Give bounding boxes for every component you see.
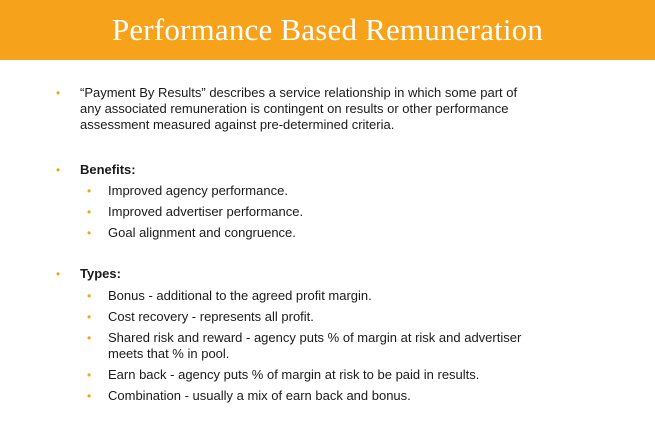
bullet-icon: •	[87, 368, 92, 382]
types-heading: Types:	[80, 266, 121, 281]
bullet-icon: •	[87, 389, 92, 403]
bullet-icon: •	[56, 163, 61, 177]
type-item: Bonus - additional to the agreed profit margin.	[108, 288, 372, 303]
benefit-item: Goal alignment and congruence.	[108, 225, 296, 240]
benefits-heading: Benefits:	[80, 162, 136, 177]
intro-line-2: any associated remuneration is contingent on results or other performance	[80, 101, 509, 116]
intro-line-1: “Payment By Results” describes a service relationship in which some part of	[80, 85, 518, 100]
bullet-icon: •	[87, 331, 92, 345]
bullet-icon: •	[87, 184, 92, 198]
intro-line-3: assessment measured against pre-determined criteria.	[80, 117, 395, 132]
type-item: Combination - usually a mix of earn back and bonus.	[108, 388, 411, 403]
type-item-continuation: meets that % in pool.	[108, 346, 230, 361]
title-banner	[0, 0, 655, 60]
benefit-item: Improved advertiser performance.	[108, 204, 304, 219]
bullet-icon: •	[56, 267, 61, 281]
bullet-icon: •	[87, 289, 92, 303]
type-item: Earn back - agency puts % of margin at risk to be paid in results.	[108, 367, 480, 382]
benefit-item: Improved agency performance.	[108, 183, 288, 198]
bullet-icon: •	[87, 310, 92, 324]
bullet-icon: •	[87, 205, 92, 219]
type-item: Cost recovery - represents all profit.	[108, 309, 314, 324]
type-item: Shared risk and reward - agency puts % of margin at risk and advertiser	[108, 330, 522, 345]
bullet-icon: •	[56, 86, 61, 100]
slide-title: Performance Based Remuneration	[111, 12, 544, 47]
bullet-icon: •	[87, 226, 92, 240]
